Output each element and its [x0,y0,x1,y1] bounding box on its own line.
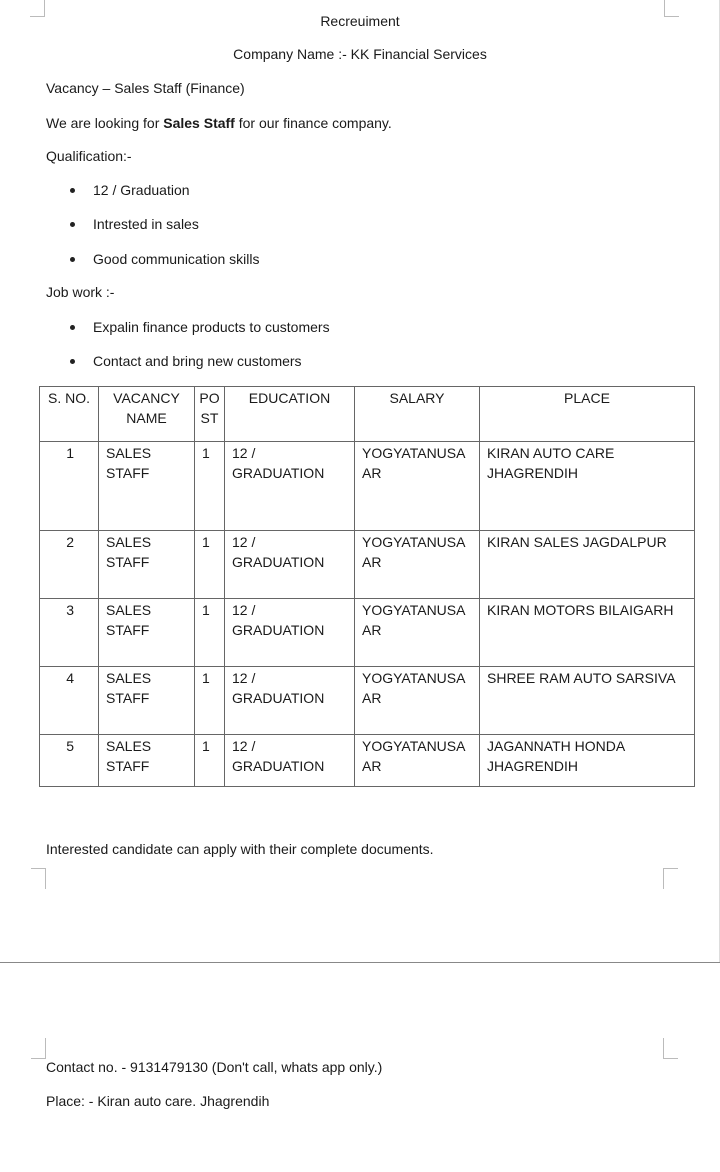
jobwork-item: Contact and bring new customers [93,353,302,369]
intro-after: for our finance company. [234,115,392,131]
table-row [40,531,695,599]
qualification-heading: Qualification:- [46,148,132,164]
qualification-item: 12 / Graduation [93,182,190,198]
cell-post: 1 [195,667,225,735]
cell-salary: YOGYATANUSA AR [355,442,480,531]
cell-salary: YOGYATANUSA AR [355,599,480,667]
cell-name: SALES STAFF [99,599,195,667]
cell-sno: 2 [40,531,99,599]
page-corner-mark [663,1038,678,1059]
bullet-icon [70,359,75,364]
cell-place: KIRAN MOTORS BILAIGARH [480,599,695,667]
cell-education: 12 / GRADUATION [225,442,355,531]
doc-title: Recreuiment [320,13,400,29]
cell-place: JAGANNATH HONDA JHAGRENDIH [480,735,695,787]
cell-salary: YOGYATANUSA AR [355,735,480,787]
cell-sno: 3 [40,599,99,667]
cell-education: 12 / GRADUATION [225,531,355,599]
header-place: PLACE [480,387,695,442]
table-row [40,599,695,667]
table-row [40,667,695,735]
cell-education: 12 / GRADUATION [225,599,355,667]
place-line: Place: - Kiran auto care. Jhagrendih [46,1093,270,1109]
header-sno: S. NO. [40,387,99,442]
cell-post: 1 [195,599,225,667]
jobwork-heading: Job work :- [46,284,115,300]
qualification-item: Good communication skills [93,251,260,267]
cell-education: 12 / GRADUATION [225,667,355,735]
cell-post: 1 [195,442,225,531]
cell-sno: 4 [40,667,99,735]
page-corner-mark [663,868,678,889]
cell-post: 1 [195,531,225,599]
cell-name: SALES STAFF [99,735,195,787]
apply-note: Interested candidate can apply with their complete documents. [46,841,434,857]
intro-text [46,114,392,132]
jobwork-item: Expalin finance products to customers [93,319,330,335]
vacancy-line: Vacancy – Sales Staff (Finance) [46,80,245,96]
cell-education: 12 / GRADUATION [225,735,355,787]
cell-place: KIRAN AUTO CARE JHAGRENDIH [480,442,695,531]
header-education: EDUCATION [225,387,355,442]
intro-before: We are looking for [46,115,164,131]
header-vacancy-name: VACANCY NAME [99,387,195,442]
bullet-icon [70,222,75,227]
cell-place: SHREE RAM AUTO SARSIVA [480,667,695,735]
header-post: PO ST [195,387,225,442]
cell-salary: YOGYATANUSA AR [355,667,480,735]
table-row [40,735,695,787]
contact-line: Contact no. - 9131479130 (Don't call, whats app only.) [46,1059,383,1075]
cell-salary: YOGYATANUSA AR [355,531,480,599]
cell-name: SALES STAFF [99,442,195,531]
cell-name: SALES STAFF [99,667,195,735]
company-name: Company Name :- KK Financial Services [233,46,487,62]
bullet-icon [70,188,75,193]
bullet-icon [70,325,75,330]
intro-bold: Sales Staff [163,115,235,131]
page-corner-mark [31,868,46,889]
page-break [0,962,720,963]
page-corner-mark [31,1038,46,1059]
cell-post: 1 [195,735,225,787]
vacancy-table [39,386,695,787]
cell-name: SALES STAFF [99,531,195,599]
cell-sno: 1 [40,442,99,531]
header-salary: SALARY [355,387,480,442]
cell-place: KIRAN SALES JAGDALPUR [480,531,695,599]
qualification-item: Intrested in sales [93,216,199,232]
cell-sno: 5 [40,735,99,787]
bullet-icon [70,257,75,262]
table-header-row [40,387,695,442]
table-row [40,442,695,531]
